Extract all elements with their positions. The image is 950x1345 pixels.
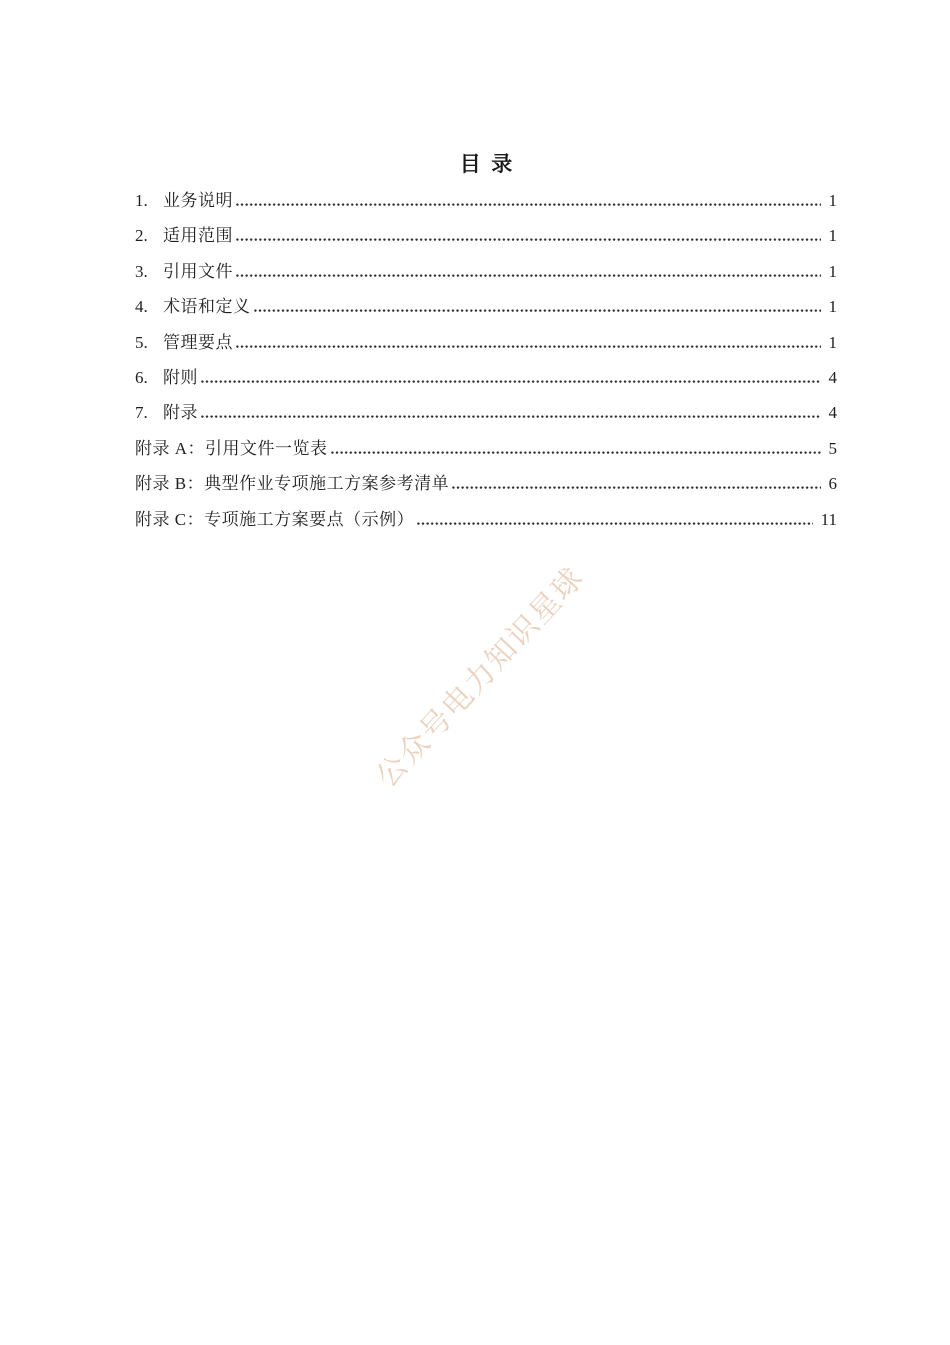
- toc-entry-page-number: 1: [828, 191, 837, 210]
- toc-row: [135, 466, 837, 501]
- toc-page: [135, 150, 837, 537]
- toc-entry-title: 附录 A：引用文件一览表: [135, 438, 328, 458]
- dot-leader: [417, 522, 813, 525]
- dot-leader: [236, 345, 821, 348]
- toc-entry-page-number: 6: [828, 474, 837, 494]
- toc-entry-title: 附录 B：典型作业专项施工方案参考清单: [135, 474, 450, 494]
- watermark-text: 公众号电力知识星球: [370, 560, 591, 794]
- toc-entry-page-number: 4: [828, 403, 837, 423]
- toc-entry-page-number: 1: [828, 332, 837, 352]
- toc-row: [135, 254, 837, 289]
- toc-entry-title: 术语和定义: [163, 297, 251, 317]
- toc-row: [135, 289, 837, 324]
- toc-row: [135, 183, 837, 218]
- toc-row: [135, 502, 837, 537]
- toc-row: [135, 325, 837, 360]
- toc-entry-title: 引用文件: [163, 261, 233, 281]
- toc-entry-title: 业务说明: [163, 191, 233, 210]
- page-title: 目 录: [459, 152, 513, 176]
- toc-row: [135, 395, 837, 430]
- toc-entry-page-number: 4: [828, 367, 837, 387]
- toc-entry-page-number: 11: [820, 509, 837, 529]
- toc-entry-page-number: 1: [828, 261, 837, 281]
- toc-entry-number: 1.: [135, 191, 148, 210]
- toc-entry-number: 7.: [135, 403, 148, 423]
- dot-leader: [201, 415, 821, 418]
- toc-entry-title: 附录 C：专项施工方案要点（示例）: [135, 509, 415, 529]
- toc-entry-title: 管理要点: [163, 332, 233, 352]
- dot-leader: [254, 309, 821, 312]
- toc-row: [135, 431, 837, 466]
- dot-leader: [201, 380, 821, 383]
- toc-entry-page-number: 1: [828, 297, 837, 317]
- dot-leader: [236, 238, 821, 241]
- toc-row: [135, 218, 837, 253]
- toc-entry-title: 附录: [163, 403, 198, 423]
- toc-entry-number: 6.: [135, 367, 148, 387]
- dot-leader: [452, 486, 820, 489]
- dot-leader: [331, 451, 821, 454]
- toc-entry-title: 附则: [163, 367, 198, 387]
- toc-row: [135, 360, 837, 395]
- toc-list: [135, 183, 837, 537]
- toc-entry-number: 2.: [135, 226, 148, 246]
- dot-leader: [236, 203, 821, 206]
- toc-entry-title: 适用范围: [163, 226, 233, 246]
- toc-entry-number: 5.: [135, 332, 148, 352]
- dot-leader: [236, 274, 821, 277]
- toc-entry-page-number: 1: [828, 226, 837, 246]
- toc-entry-page-number: 5: [828, 438, 837, 458]
- toc-entry-number: 3.: [135, 261, 148, 281]
- toc-entry-number: 4.: [135, 297, 148, 317]
